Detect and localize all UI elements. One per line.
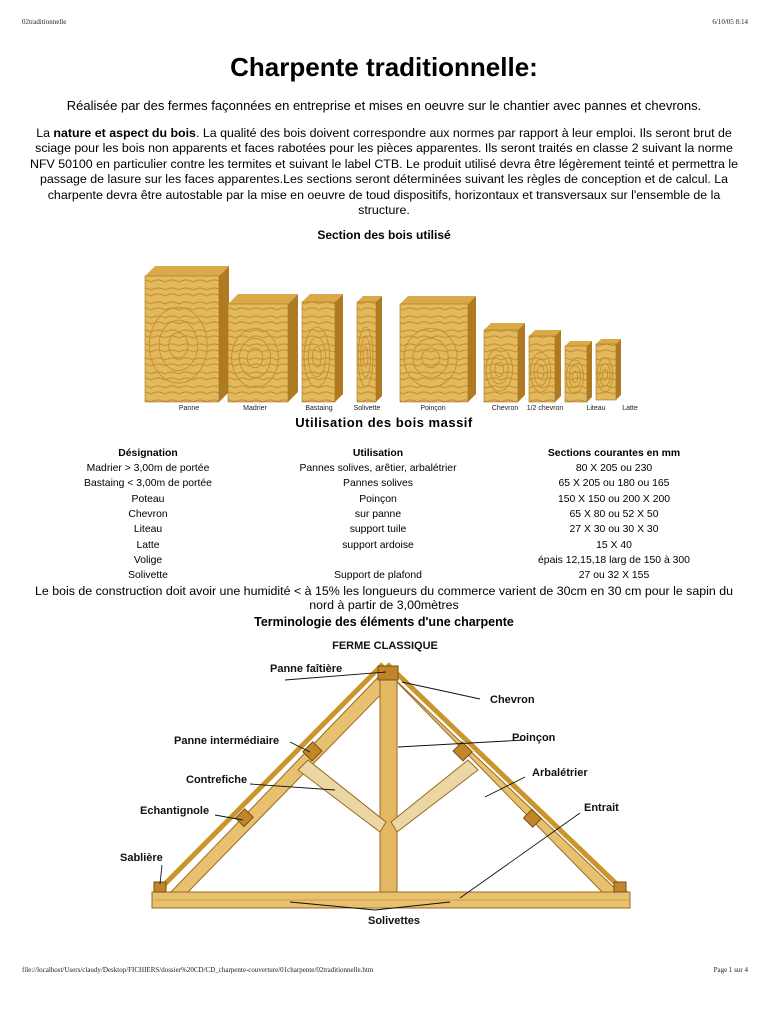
cell-designation: Latte xyxy=(136,539,160,551)
cell-utilisation xyxy=(296,553,460,568)
wood-block xyxy=(484,323,525,402)
wood-block xyxy=(357,296,382,402)
label-panne-faitiere: Panne faîtière xyxy=(270,663,343,675)
label-arbaletrier: Arbalétrier xyxy=(532,767,588,779)
wood-label: Solivette xyxy=(353,405,381,412)
table-row xyxy=(0,492,768,507)
para-prefix: La xyxy=(36,126,54,140)
cell-sections: 27 ou 32 X 155 xyxy=(578,570,650,582)
label-poincon: Poinçon xyxy=(512,732,556,744)
wood-label: Madrier xyxy=(243,405,267,412)
cell-designation: Madrier > 3,00m de portée xyxy=(86,463,210,475)
wood-blocks xyxy=(145,266,621,402)
wood-label: 1/2 chevron xyxy=(526,405,564,412)
print-header-datetime: 6/10/05 8:14 xyxy=(712,18,748,26)
cell-designation: Solivette xyxy=(128,570,168,582)
cell-utilisation: Pannes solives xyxy=(343,478,413,490)
cell-utilisation: support ardoise xyxy=(342,539,414,551)
cell-sections: épais 12,15,18 larg de 150 à 300 xyxy=(538,554,690,566)
label-contrefiche: Contrefiche xyxy=(186,774,248,786)
header-sections: Sections courantes en mm xyxy=(547,448,681,459)
terminology-title: Terminologie des éléments d'une charpente xyxy=(254,615,514,629)
table-row xyxy=(0,461,768,476)
para-text: . La qualité des bois doivent correspondre aux normes par rapport à leur emploi. Ils seront brut de sciage pour les bois non apparents et faces rabotées pour les pièces apparentes. Ils seront traités en classe 2 suivant la norme NFV 50100 en particulier contre les termites et suivant le label CTB. Le produit utilisé devra être légèrement teinté et permettra le passage de lasure sur les faces apparentes.Les sections seront déterminées suivant les règles de conception et de calcul. La charpente devra être autostable par la mise en oeuvre de toud dispositifs, horizontaux et transversaux sur l'ensemble de la structure. xyxy=(30,126,738,218)
cell-designation: Chevron xyxy=(128,509,168,521)
wood-label: Liteau xyxy=(586,405,606,412)
ferme-classique-diagram xyxy=(120,640,640,944)
wood-label: Latte xyxy=(622,405,638,412)
cell-designation: Liteau xyxy=(133,524,163,536)
wood-label: Bastaing xyxy=(305,405,333,412)
wood-block xyxy=(228,294,298,402)
intro-paragraph xyxy=(30,126,738,218)
header-designation: Désignation xyxy=(118,448,178,459)
cell-sections: 80 X 205 ou 230 xyxy=(575,463,653,475)
para-bold: nature et aspect du bois xyxy=(53,126,196,140)
cell-utilisation: Pannes solives, arêtier, arbalétrier xyxy=(299,463,457,475)
label-chevron: Chevron xyxy=(490,694,535,706)
cell-utilisation: support tuile xyxy=(349,524,407,536)
label-echantignole: Echantignole xyxy=(140,805,210,817)
cell-sections: 27 X 30 ou 30 X 30 xyxy=(569,524,659,536)
table-row xyxy=(0,537,768,552)
bois-table xyxy=(0,446,768,583)
wood-block xyxy=(145,266,229,402)
table-row xyxy=(0,476,768,491)
page-subtitle: Réalisée par des fermes façonnées en entreprise et mises en oeuvre sur le chantier avec pannes et chevrons. xyxy=(66,98,702,113)
print-footer-page: Page 1 sur 4 xyxy=(713,966,748,974)
cell-utilisation: sur panne xyxy=(354,509,402,521)
table-row xyxy=(0,522,768,537)
cell-designation: Volige xyxy=(133,554,163,566)
cell-designation: Bastaing < 3,00m de portée xyxy=(84,478,212,490)
section-bois-title: Section des bois utilisé xyxy=(317,228,451,242)
cell-sections: 65 X 205 ou 180 ou 165 xyxy=(558,478,670,490)
wood-label: Chevron xyxy=(491,405,519,412)
label-sabliere: Sablière xyxy=(120,852,163,864)
table-row xyxy=(0,507,768,522)
wood-block xyxy=(529,330,561,402)
wood-labels xyxy=(179,405,638,412)
wood-sections-figure xyxy=(137,244,641,414)
cell-sections: 15 X 40 xyxy=(596,539,632,551)
truss-structure xyxy=(152,664,630,908)
cell-designation: Poteau xyxy=(131,493,165,505)
wood-block xyxy=(302,294,343,402)
label-solivettes: Solivettes xyxy=(368,915,420,927)
wood-label: Panne xyxy=(178,405,200,412)
page-title: Charpente traditionnelle: xyxy=(230,52,538,82)
label-entrait: Entrait xyxy=(584,802,619,814)
diagram-title: FERME CLASSIQUE xyxy=(332,640,438,652)
wood-block xyxy=(596,339,621,400)
header-utilisation: Utilisation xyxy=(352,448,404,459)
wood-label: Poinçon xyxy=(420,405,446,412)
humidity-note: Le bois de construction doit avoir une humidité < à 15% les longueurs du commerce varient de 30cm en 30 cm pour le sapin du nord à partir de 3,00mètres xyxy=(34,584,734,612)
cell-sections: 150 X 150 ou 200 X 200 xyxy=(557,493,671,505)
print-footer-path: file://localhost/Users/claudy/Desktop/FICHIERS/dossier%20CD/CD_charpente-couverture/01charpente/02traditionnelle.htm xyxy=(22,966,374,974)
cell-sections: 65 X 80 ou 52 X 50 xyxy=(569,509,659,521)
cell-utilisation: Support de plafond xyxy=(334,570,422,582)
table-row xyxy=(0,568,768,583)
utilisation-title: Utilisation des bois massif xyxy=(295,415,473,430)
wood-block xyxy=(400,296,476,402)
wood-block xyxy=(565,341,592,402)
print-header-title: 02traditionnelle xyxy=(22,18,67,26)
table-row xyxy=(0,553,768,568)
label-panne-intermediaire: Panne intermédiaire xyxy=(174,735,280,747)
table-header-row xyxy=(0,446,768,461)
cell-utilisation: Poinçon xyxy=(359,493,397,505)
